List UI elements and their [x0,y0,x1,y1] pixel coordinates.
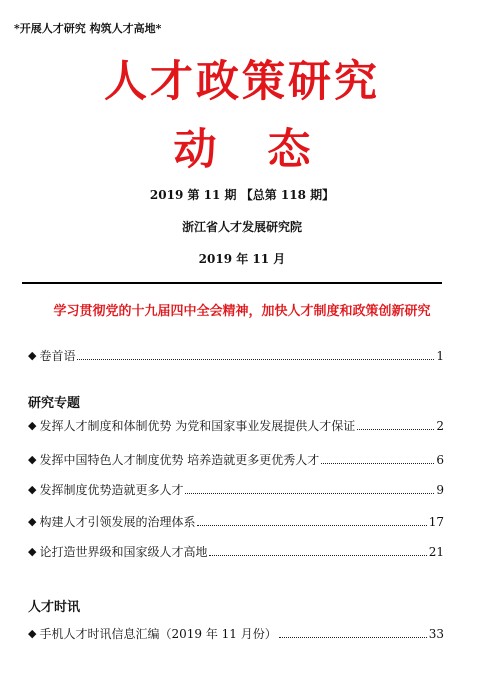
dot-leader [279,636,427,638]
toc-entry[interactable] [28,450,444,468]
diamond-icon: ◆ [28,419,37,432]
dot-leader [357,428,434,430]
toc-entry-page: 2 [436,419,444,433]
toc-entry-label: 发挥人才制度和体制优势 为党和国家事业发展提供人才保证 [39,419,356,433]
dot-leader [77,358,434,360]
toc-entry[interactable] [28,624,444,642]
divider [22,282,442,284]
publication-date: 2019 年 11 月 [198,252,286,266]
toc-entry-label: 卷首语 [39,349,76,363]
dot-leader [197,524,426,526]
toc-entry-page: 17 [428,515,444,529]
toc-entry-page: 21 [428,545,444,559]
diamond-icon: ◆ [28,483,37,496]
section-heading-news: 人才时讯 [28,600,81,615]
toc-entry[interactable] [28,542,444,560]
diamond-icon: ◆ [28,545,37,558]
section-heading-research: 研究专题 [28,396,81,411]
publication-subtitle: 动 态 [173,125,329,175]
publication-title: 人才政策研究 [104,57,380,107]
diamond-icon: ◆ [28,349,37,362]
toc-entry-page: 1 [436,349,444,363]
toc-entry-label: 发挥中国特色人才制度优势 培养造就更多更优秀人才 [39,453,320,467]
dot-leader [321,462,434,464]
toc-entry-page: 9 [436,483,444,497]
toc-entry-page: 33 [428,627,444,641]
toc-entry[interactable] [28,416,444,434]
dot-leader [185,492,434,494]
organization-name: 浙江省人才发展研究院 [181,220,302,234]
toc-entry-label: 手机人才时讯信息汇编（2019 年 11 月份） [39,627,277,641]
toc-entry-label: 构建人才引领发展的治理体系 [39,515,196,529]
diamond-icon: ◆ [28,627,37,640]
toc-entry-label: 论打造世界级和国家级人才高地 [39,545,208,559]
diamond-icon: ◆ [28,515,37,528]
toc-entry-label: 发挥制度优势造就更多人才 [39,483,184,497]
slogan: *开展人才研究 构筑人才高地* [14,22,162,35]
dot-leader [209,554,426,556]
headline: 学习贯彻党的十九届四中全会精神，加快人才制度和政策创新研究 [53,304,431,319]
toc-entry[interactable] [28,512,444,530]
issue-number: 2019 第 11 期 【总第 118 期】 [149,188,335,202]
toc-entry[interactable] [28,480,444,498]
toc-entry-preface[interactable] [28,346,444,364]
diamond-icon: ◆ [28,453,37,466]
toc-entry-page: 6 [436,453,444,467]
